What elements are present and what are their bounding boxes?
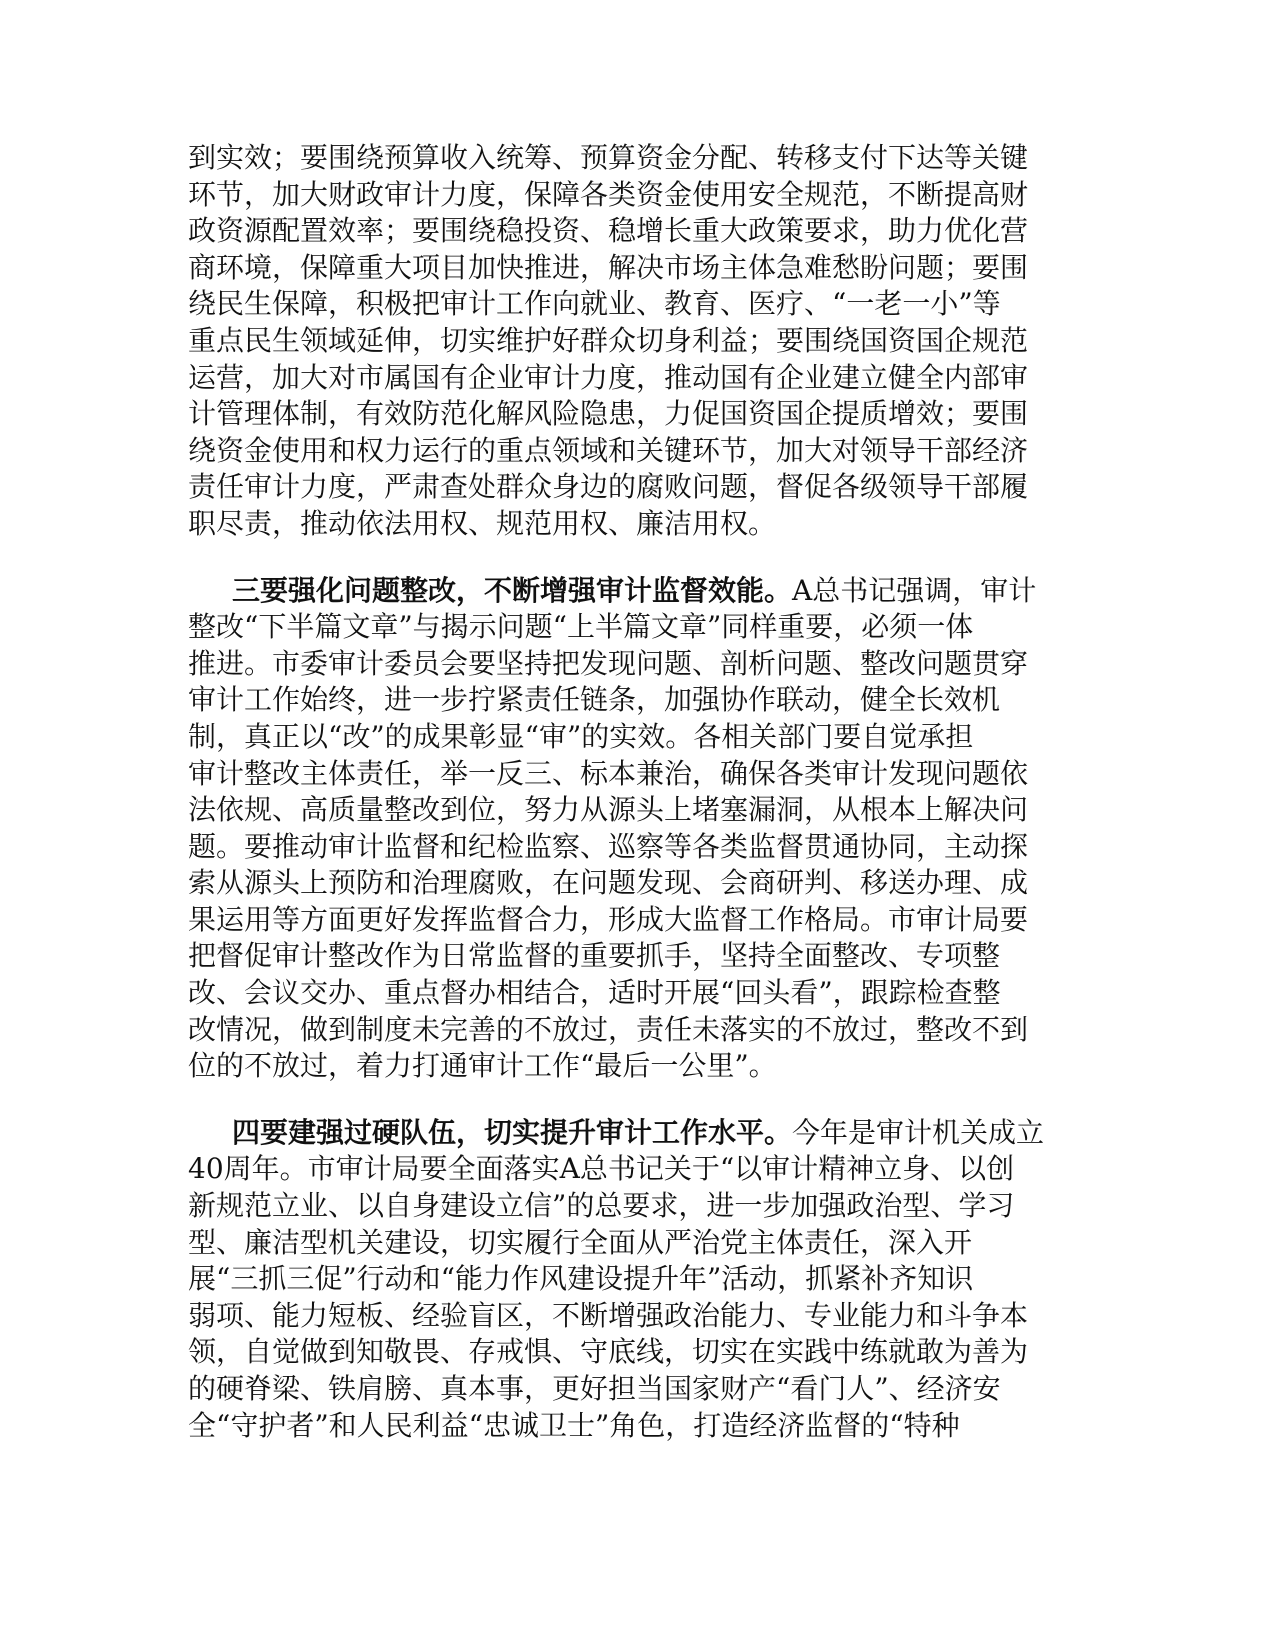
text-line: 绕资金使用和权力运行的重点领域和关键环节，加大对领导干部经济 — [188, 433, 1029, 467]
text-line: 运营，加大对市属国有企业审计力度，推动国有企业建立健全内部审 — [188, 360, 1029, 394]
text-line: 新规范立业、以自身建设立信”的总要求，进一步加强政治型、学习 — [188, 1189, 1015, 1223]
paragraph-four — [188, 1115, 1078, 1444]
text-line: 法依规、高质量整改到位，努力从源头上堵塞漏洞，从根本上解决问 — [188, 793, 1029, 827]
text-line: 重点民生领域延伸，切实维护好群众切身利益；要围绕国资国企规范 — [188, 323, 1029, 357]
text-line: 环节，加大财政审计力度，保障各类资金使用安全规范，不断提高财 — [188, 177, 1029, 211]
text-line: 改、会议交办、重点督办相结合，适时开展“回头看”，跟踪检查整 — [188, 976, 1001, 1010]
document-body — [188, 140, 1078, 1474]
text-line: 全“守护者”和人民利益“忠诚卫士”角色，打造经济监督的“特种 — [188, 1408, 960, 1442]
text-line: 责任审计力度，严肃查处群众身边的腐败问题，督促各级领导干部履 — [188, 470, 1029, 504]
text-line: 绕民生保障，积极把审计工作向就业、教育、医疗、“一老一小”等 — [188, 287, 1001, 321]
text-line: 索从源头上预防和治理腐败，在问题发现、会商研判、移送办理、成 — [188, 866, 1029, 900]
text-line: 职尽责，推动依法用权、规范用权、廉洁用权。 — [188, 506, 777, 540]
text-line: 政资源配置效率；要围绕稳投资、稳增长重大政策要求，助力优化营 — [188, 214, 1029, 248]
paragraph-three — [188, 573, 1078, 1085]
text-line: 到实效；要围绕预算收入统筹、预算资金分配、转移支付下达等关键 — [188, 141, 1029, 174]
first-line — [188, 1115, 1078, 1152]
text-line: 制，真正以“改”的成果彰显“审”的实效。各相关部门要自觉承担 — [188, 719, 974, 753]
text-line: 整改“下半篇文章”与揭示问题“上半篇文章”同样重要，必须一体 — [188, 610, 974, 644]
text-line: 果运用等方面更好发挥监督合力，形成大监督工作格局。市审计局要 — [188, 902, 1029, 936]
first-line-rest: 今年是审计机关成立 — [792, 1115, 1045, 1149]
first-line — [188, 573, 1078, 610]
text-line: 题。要推动审计监督和纪检监察、巡察等各类监督贯通协同，主动探 — [188, 829, 1029, 863]
text-line: 审计工作始终，进一步拧紧责任链条，加强协作联动，健全长效机 — [188, 683, 1001, 717]
text-line: 弱项、能力短板、经验盲区，不断增强政治能力、专业能力和斗争本 — [188, 1298, 1029, 1332]
first-line-rest: A总书记强调，审计 — [792, 573, 1037, 607]
paragraph-lead-heading: 三要强化问题整改，不断增强审计监督效能。 — [232, 573, 793, 607]
text-line: 推进。市委审计委员会要坚持把发现问题、剖析问题、整改问题贯穿 — [188, 646, 1029, 680]
text-line: 计管理体制，有效防范化解风险隐患，力促国资国企提质增效；要围 — [188, 397, 1029, 431]
text-line: 把督促审计整改作为日常监督的重要抓手，坚持全面整改、专项整 — [188, 939, 1001, 973]
text-line: 审计整改主体责任，举一反三、标本兼治，确保各类审计发现问题依 — [188, 756, 1029, 790]
text-line: 40周年。市审计局要全面落实A总书记关于“以审计精神立身、以创 — [188, 1152, 1015, 1186]
text-line: 的硬脊梁、铁肩膀、真本事，更好担当国家财产“看门人”、经济安 — [188, 1372, 1001, 1405]
text-line: 商环境，保障重大项目加快推进，解决市场主体急难愁盼问题；要围 — [188, 250, 1029, 284]
paragraph-continuation — [188, 140, 1078, 543]
paragraph-lead-heading: 四要建强过硬队伍，切实提升审计工作水平。 — [232, 1115, 793, 1149]
text-line: 位的不放过，着力打通审计工作“最后一公里”。 — [188, 1049, 777, 1083]
text-line: 展“三抓三促”行动和“能力作风建设提升年”活动，抓紧补齐知识 — [188, 1262, 974, 1296]
text-line: 改情况，做到制度未完善的不放过，责任未落实的不放过，整改不到 — [188, 1012, 1029, 1046]
text-line: 领，自觉做到知敬畏、存戒惧、守底线，切实在实践中练就敢为善为 — [188, 1335, 1029, 1369]
text-line: 型、廉洁型机关建设，切实履行全面从严治党主体责任，深入开 — [188, 1225, 973, 1259]
